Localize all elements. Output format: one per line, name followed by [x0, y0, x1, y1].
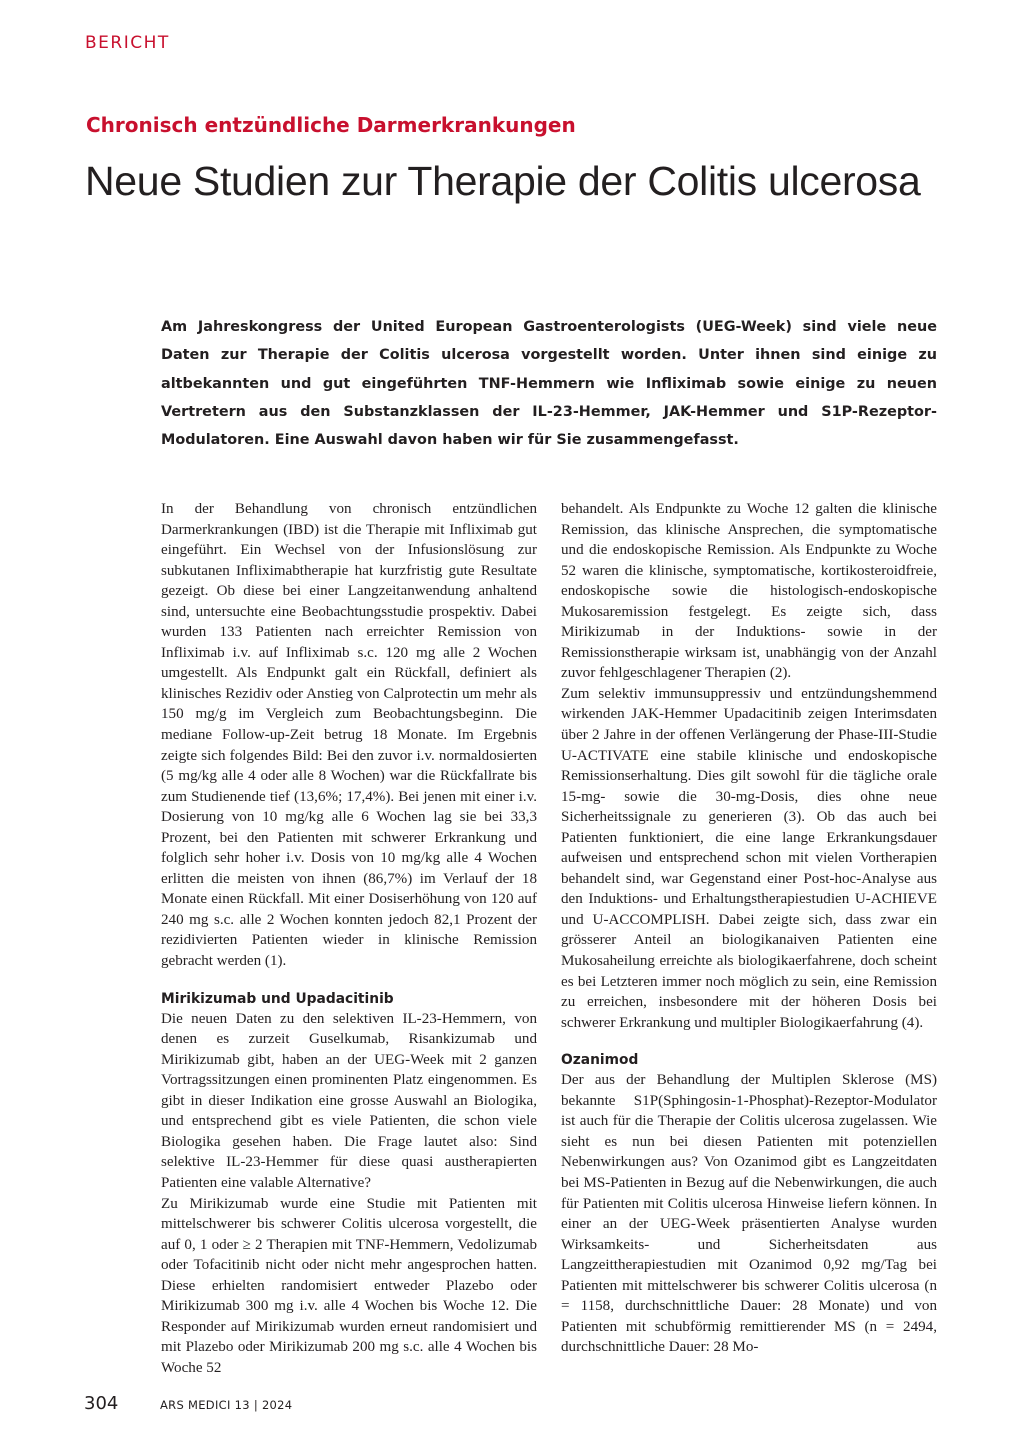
page-number: 304	[84, 1393, 119, 1414]
body-paragraph: Zu Mirikizumab wurde eine Studie mit Patienten mit mittelschwerer bis schwerer Colitis ulcerosa vorgestellt, die auf 0, 1 oder ≥ 2 Therapien mit TNF-Hemmern, Vedolizumab oder Tofacitinib nicht oder nicht mehr angesprochen hatten. Diese erhielten randomisiert entweder Plazebo oder Mirikizumab 300 mg i.v. alle 4 Wochen bis Woche 12. Die Responder auf Mirikizumab wurden erneut randomisiert und mit Plazebo oder Mirikizumab 200 mg s.c. alle 4 Wochen bis Woche 52	[161, 1195, 537, 1376]
article-kicker: Chronisch entzündliche Darmerkrankungen	[86, 113, 576, 137]
subheading-mirikizumab: Mirikizumab und Upadacitinib	[161, 990, 394, 1007]
journal-name: ARS MEDICI 13 | 2024	[160, 1398, 293, 1412]
right-column	[561, 499, 937, 1358]
body-paragraph: Der aus der Behandlung der Multiplen Sklerose (MS) bekannte S1P(Sphingosin-1-Phosphat)-Rezeptor-Modulator ist auch für die Therapie der Colitis ulcerosa zugelassen. Wie sieht es nun bei diesen Patienten mit potenziellen Nebenwirkungen aus? Von Ozanimod gibt es Langzeitdaten bei MS-Patienten in Bezug auf die Nebenwirkungen, die auch für Patienten mit Colitis ulcerosa Hinweise liefern können. In einer an der UEG-Week präsentierten Analyse wurden Wirksamkeits- und Sicherheitsdaten aus Langzeittherapiestudien mit Ozanimod 0,92 mg/Tag bei Patienten mit mittelschwerer bis schwerer Colitis ulcerosa (n = 1158, durchschnittliche Dauer: 28 Monate) und von Patienten mit schubförmig remittierender MS (n = 2494, durchschnittliche Dauer: 28 Mo-	[561, 1072, 937, 1356]
article-lead: Am Jahreskongress der United European Gastroenterologists (UEG-Week) sind viele neue Daten zur Therapie der Colitis ulcerosa vorgestellt worden. Unter ihnen sind einige zu altbekannten und gut eingeführten TNF-Hemmern wie Infliximab sowie einige zu neuen Vertretern aus den Substanzklassen der IL-23-Hemmer, JAK-Hemmer und S1P-Rezeptor-Modulatoren. Eine Auswahl davon haben wir für Sie zusammengefasst.	[161, 319, 937, 449]
body-paragraph: Zum selektiv immunsuppressiv und entzündungshemmend wirkenden JAK-Hemmer Upadacitinib zeigen Interimsdaten über 2 Jahre in der offenen Verlängerung der Phase-III-Studie U-ACTIVATE eine stabile klinische und endoskopische Remissionserhaltung. Dies gilt sowohl für die tägliche orale 15-mg- sowie die 30-mg-Dosis, dies ohne neue Sicherheitssignale zu generieren (3). Ob das auch bei Patienten funktioniert, die eine lange Erkrankungsdauer aufweisen und entsprechend schon mit vielen Vortherapien behandelt sind, war Gegenstand einer Post-hoc-Analyse aus den Induktions- und Erhaltungstherapiestudien U-ACHIEVE und U-ACCOMPLISH. Dabei zeigte sich, dass zwar ein grösserer Anteil an biologikanaiven Patienten eine Mukosaheilung erreichte als biologikaerfahrene, doch scheint es bei Letzteren immer noch möglich zu sein, eine Remission zu erreichen, insbesondere mit der höheren Dosis bei schwerer Erkrankung und multipler Biologikaerfahrung (4).	[561, 685, 937, 1031]
article-title: Neue Studien zur Therapie der Colitis ulcerosa	[85, 158, 921, 204]
subheading-ozanimod: Ozanimod	[561, 1052, 639, 1069]
body-paragraph: In der Behandlung von chronisch entzündlichen Darmerkrankungen (IBD) ist die Therapie mit Infliximab gut eingeführt. Ein Wechsel von der Infusionslösung zur subkutanen Infliximabtherapie hat kurzfristig gute Resultate gezeigt. Ob diese bei einer Langzeitanwendung anhaltend sind, untersuchte eine Beobachtungsstudie prospektiv. Dabei wurden 133 Patienten nach erreichter Remission von Infliximab i.v. auf Infliximab s.c. 120 mg alle 2 Wochen umgestellt. Als Endpunkt galt ein Rückfall, definiert als klinisches Rezidiv oder Anstieg von Calprotectin um mehr als 150 mg/g im Vergleich zum Beobachtungsbeginn. Die mediane Follow-up-Zeit betrug 18 Monate. Im Ergebnis zeigte sich folgendes Bild: Bei den zuvor i.v. normaldosierten (5 mg/kg alle 4 oder alle 8 Wochen) war die Rückfallrate bis zum Studienende tief (13,6%; 17,4%). Bei jenen mit einer i.v. Dosierung von 10 mg/kg alle 6 Wochen lag sie bei 33,3 Prozent, bei den Patienten mit schwerer Erkrankung und folglich sehr hoher i.v. Dosis von 10 mg/kg alle 4 Wochen erlitten die meisten von ihnen (86,7%) im Verlauf der 18 Monate einen Rückfall. Mit einer Dosiserhöhung von 120 auf 240 mg s.c. alle 2 Wochen konnten jedoch 82,1 Prozent der rezidivierten Patienten wieder in klinische Remission gebracht werden (1).	[161, 501, 537, 970]
body-paragraph: behandelt. Als Endpunkte zu Woche 12 galten die klinische Remission, das klinische Ansprechen, die symptomatische und die endoskopische Remission. Als Endpunkte zu Woche 52 waren die klinische, symptomatische, kortikosteroidfreie, endoskopische sowie die histologisch-endoskopische Mukosaremission festgelegt. Es zeigte sich, dass Mirikizumab in der Induktions- sowie in der Remissionstherapie wirksam ist, unabhängig von der Anzahl zuvor fehlgeschlagener Therapien (2).	[561, 501, 937, 682]
body-paragraph: Die neuen Daten zu den selektiven IL-23-Hemmern, von denen es zurzeit Guselkumab, Risankizumab und Mirikizumab gibt, haben an der UEG-Week mit 2 ganzen Vortragssitzungen einen prominenten Platz eingenommen. Es gibt in dieser Indikation eine grosse Auswahl an Biologika, und entsprechend gibt es viele Patienten, die schon viele Biologika gesehen haben. Die Frage lautet also: Sind selektive IL-23-Hemmer für diese quasi austherapierten Patienten eine valable Alternative?	[161, 1010, 537, 1191]
left-column	[161, 499, 537, 1378]
section-label: BERICHT	[85, 33, 170, 53]
